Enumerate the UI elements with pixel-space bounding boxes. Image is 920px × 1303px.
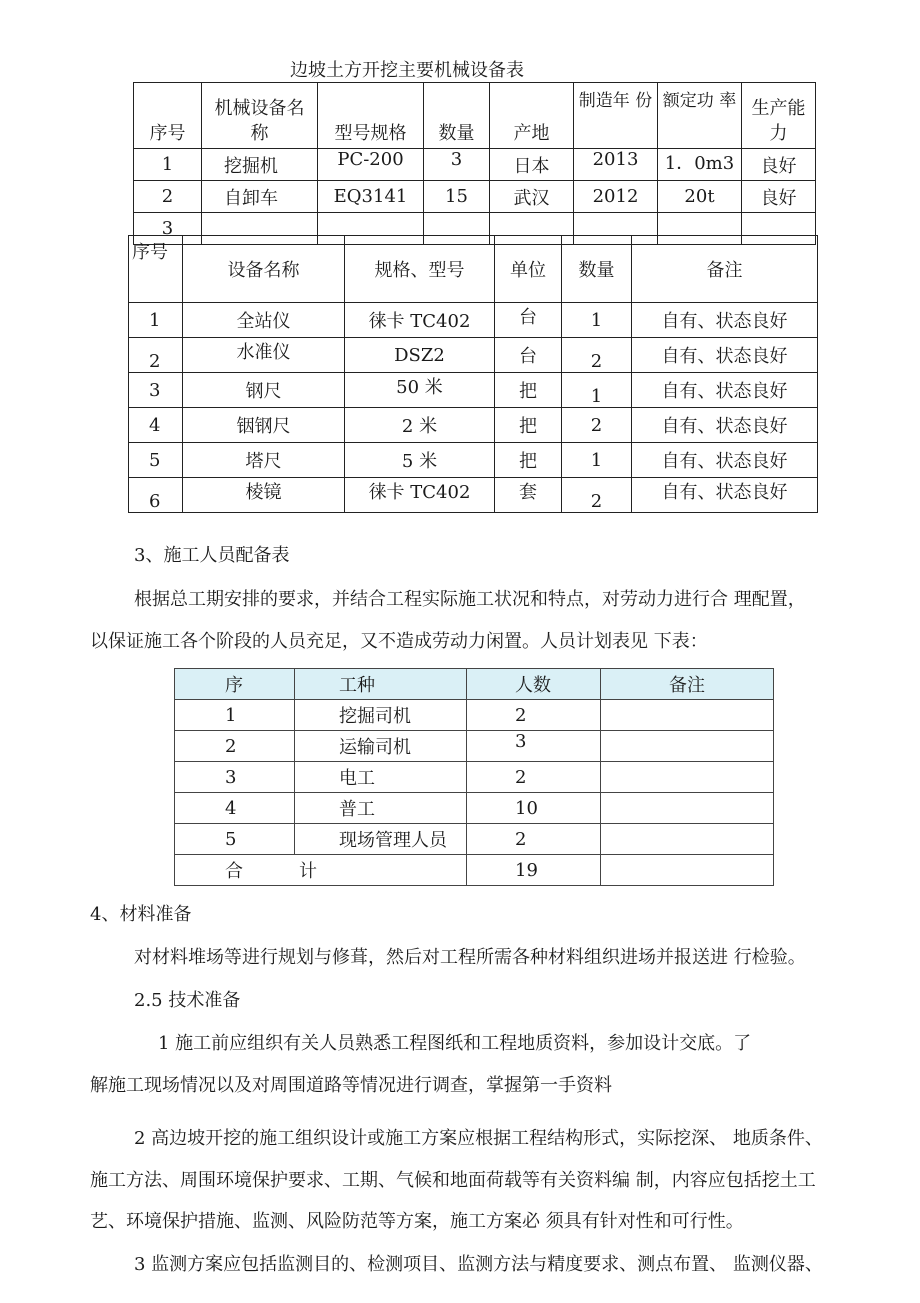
header-cell: 设备名称: [183, 236, 345, 303]
table-cell: 自有、状态良好: [632, 443, 818, 478]
instrument-table: [128, 235, 818, 513]
header-cell: 生产能力: [742, 83, 816, 149]
table-cell: 20t: [658, 181, 742, 213]
header-cell: 机械设备名称: [202, 83, 318, 149]
table-cell: 台: [495, 303, 562, 338]
header-cell: 规格、型号: [345, 236, 495, 303]
table-cell: 日本: [490, 149, 574, 181]
header-cell: 备注: [601, 669, 774, 700]
table-cell: 自有、状态良好: [632, 478, 818, 513]
table-cell: 自有、状态良好: [632, 303, 818, 338]
table-cell: 自卸车: [202, 181, 318, 213]
table-row: [134, 181, 816, 213]
table-cell: [601, 855, 774, 886]
paragraph-line: 施工方法、周围环境保护要求、工期、气候和地面荷载等有关资料编 制，内容应包括挖土工: [90, 1170, 816, 1191]
section-heading: 4、材料准备: [90, 904, 192, 925]
table-cell: 自有、状态良好: [632, 408, 818, 443]
paragraph-line: 对材料堆场等进行规划与修葺，然后对工程所需各种材料组织进场并报送进 行检验。: [134, 947, 806, 968]
header-cell: 数量: [424, 83, 490, 149]
table-cell: 良好: [742, 181, 816, 213]
table-cell: 3: [467, 731, 601, 762]
table-cell: 2: [175, 731, 295, 762]
table-cell: [601, 824, 774, 855]
paragraph-line: 解施工现场情况以及对周围道路等情况进行调查，掌握第一手资料: [90, 1075, 612, 1096]
table-cell: 水准仪: [183, 338, 345, 373]
total-label: 合计: [175, 855, 467, 886]
table-cell: 套: [495, 478, 562, 513]
table-cell: 2: [467, 762, 601, 793]
table-cell: 50 米: [345, 373, 495, 408]
table-cell: 2: [129, 338, 183, 373]
table-cell: 4: [175, 793, 295, 824]
paragraph-line: 1 施工前应组织有关人员熟悉工程图纸和工程地质资料，参加设计交底。了: [158, 1033, 752, 1054]
header-cell: 数量: [562, 236, 632, 303]
table-cell: 自有、状态良好: [632, 373, 818, 408]
table-header-row: [175, 669, 774, 700]
table-row: [175, 824, 774, 855]
table-cell: 10: [467, 793, 601, 824]
table-cell: 电工: [295, 762, 467, 793]
table-row: [134, 149, 816, 181]
table-cell: 良好: [742, 149, 816, 181]
table-cell: 3: [134, 213, 202, 245]
header-cell: 序号: [129, 236, 183, 303]
table-cell: [601, 793, 774, 824]
table-cell: 2: [467, 700, 601, 731]
table-cell: PC-200: [318, 149, 424, 181]
table-cell: 2012: [574, 181, 658, 213]
header-cell: 备注: [632, 236, 818, 303]
table-cell: 15: [424, 181, 490, 213]
table-cell: 把: [495, 443, 562, 478]
table-cell: 2: [467, 824, 601, 855]
table-cell: 全站仪: [183, 303, 345, 338]
table-cell: 1: [562, 303, 632, 338]
header-cell: 序号: [134, 83, 202, 149]
table-row: [175, 793, 774, 824]
table-cell: 3: [129, 373, 183, 408]
table-cell: 5 米: [345, 443, 495, 478]
paragraph-line: 根据总工期安排的要求，并结合工程实际施工状况和特点，对劳动力进行合 理配置，: [134, 589, 806, 610]
table-cell: 1: [129, 303, 183, 338]
table-cell: 徕卡 TC402: [345, 478, 495, 513]
table-cell: 塔尺: [183, 443, 345, 478]
header-cell: 制造年 份: [574, 83, 658, 149]
table-cell: 普工: [295, 793, 467, 824]
table-cell: 1: [562, 373, 632, 408]
table-cell: 武汉: [490, 181, 574, 213]
staff-table: [174, 668, 774, 886]
table-cell: 3: [424, 149, 490, 181]
table-cell: 2013: [574, 149, 658, 181]
paragraph-line: 2 高边坡开挖的施工组织设计或施工方案应根据工程结构形式，实际挖深、 地质条件、: [134, 1128, 823, 1149]
table-cell: 挖掘司机: [295, 700, 467, 731]
table-cell: 台: [495, 338, 562, 373]
table-cell: [601, 762, 774, 793]
section-heading: 2.5 技术准备: [134, 990, 241, 1011]
table-total-row: [175, 855, 774, 886]
table-row: [175, 700, 774, 731]
section-heading: 3、施工人员配备表: [134, 545, 290, 566]
table-cell: 2 米: [345, 408, 495, 443]
paragraph-line: 艺、环境保护措施、监测、风险防范等方案，施工方案必 须具有针对性和可行性。: [90, 1211, 744, 1232]
header-cell: 产地: [490, 83, 574, 149]
table-row: [129, 478, 818, 513]
paragraph-line: 3 监测方案应包括监测目的、检测项目、监测方法与精度要求、测点布置、 监测仪器、: [134, 1254, 823, 1275]
table-cell: 5: [175, 824, 295, 855]
table-cell: 棱镜: [183, 478, 345, 513]
table-cell: 运输司机: [295, 731, 467, 762]
table-cell: 2: [562, 478, 632, 513]
table-cell: 5: [129, 443, 183, 478]
table-cell: DSZ2: [345, 338, 495, 373]
table-cell: 钢尺: [183, 373, 345, 408]
table-cell: 2: [562, 338, 632, 373]
table-cell: 1: [562, 443, 632, 478]
table-cell: 把: [495, 408, 562, 443]
table-cell: 徕卡 TC402: [345, 303, 495, 338]
table-cell: 1．0m3: [658, 149, 742, 181]
table-row: [129, 443, 818, 478]
table-cell: 挖掘机: [202, 149, 318, 181]
table-row: [175, 762, 774, 793]
table-row: [129, 338, 818, 373]
total-value: 19: [467, 855, 601, 886]
table-header-row: [129, 236, 818, 303]
table-cell: 铟钢尺: [183, 408, 345, 443]
table-row: [175, 731, 774, 762]
table-cell: 4: [129, 408, 183, 443]
table-cell: 现场管理人员: [295, 824, 467, 855]
table-cell: 2: [562, 408, 632, 443]
machinery-table: [133, 82, 816, 245]
header-cell: 人数: [467, 669, 601, 700]
table-cell: [601, 700, 774, 731]
table-cell: 2: [134, 181, 202, 213]
table-cell: 自有、状态良好: [632, 338, 818, 373]
header-cell: 型号规格: [318, 83, 424, 149]
table-header-row: [134, 83, 816, 149]
table-cell: 把: [495, 373, 562, 408]
table-cell: 3: [175, 762, 295, 793]
table-row: [129, 303, 818, 338]
table-row: [129, 408, 818, 443]
header-cell: 序: [175, 669, 295, 700]
header-cell: 单位: [495, 236, 562, 303]
table-cell: EQ3141: [318, 181, 424, 213]
table-row: [129, 373, 818, 408]
table-cell: 1: [134, 149, 202, 181]
table-cell: 1: [175, 700, 295, 731]
header-cell: 额定功 率: [658, 83, 742, 149]
header-cell: 工种: [295, 669, 467, 700]
paragraph-line: 以保证施工各个阶段的人员充足，又不造成劳动力闲置。人员计划表见 下表：: [90, 631, 708, 652]
machinery-table-title: 边坡土方开挖主要机械设备表: [290, 60, 524, 81]
table-cell: [601, 731, 774, 762]
table-cell: 6: [129, 478, 183, 513]
